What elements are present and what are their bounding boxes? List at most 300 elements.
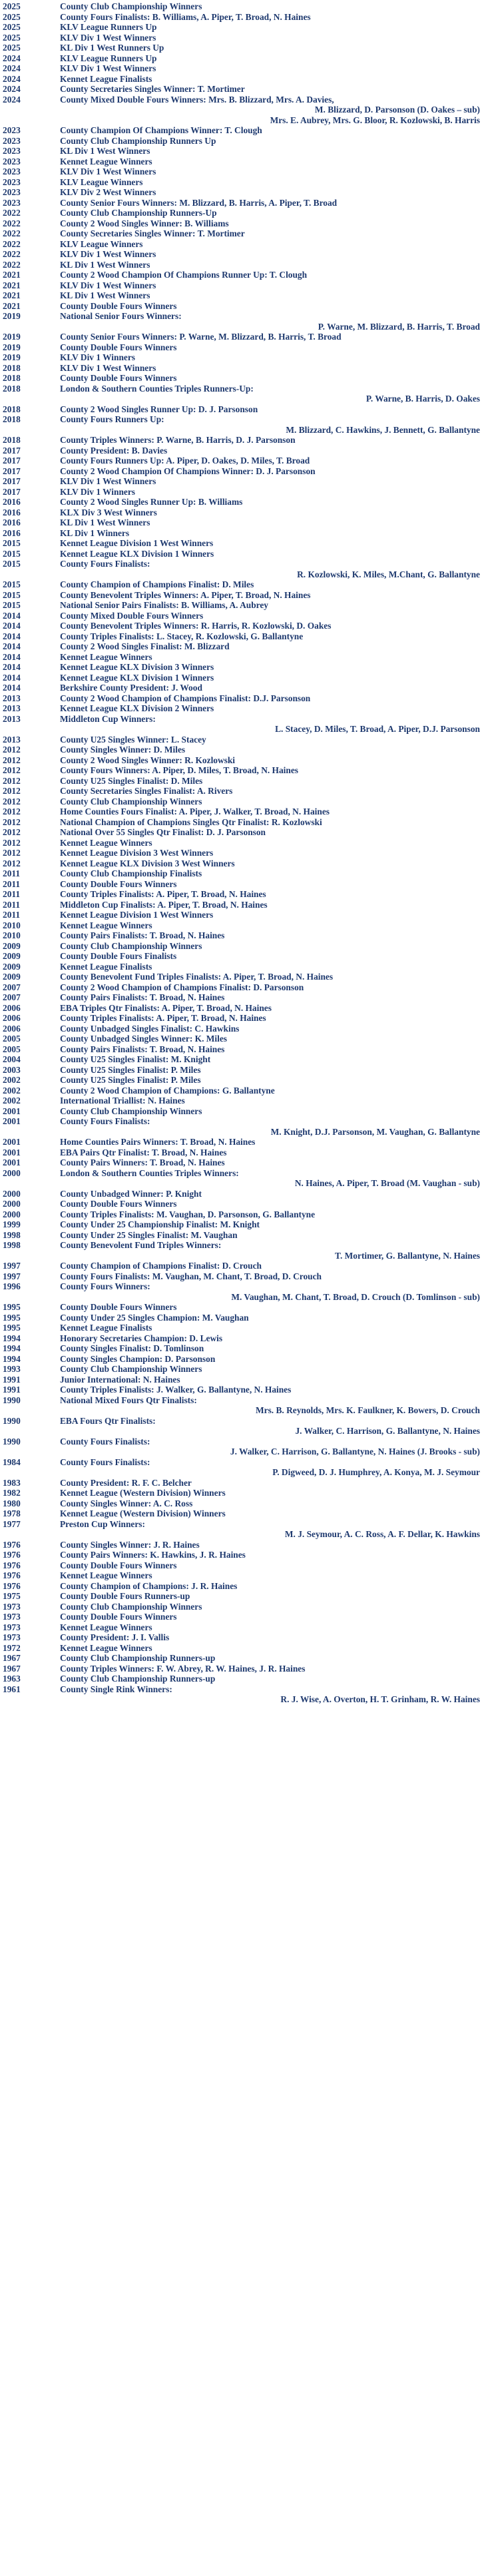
honour-row xyxy=(0,1550,484,1560)
honour-title: County Club Championship Runners-up xyxy=(60,1653,216,1663)
honour-row xyxy=(0,1323,484,1333)
honour-year: 2000 xyxy=(3,1199,21,1209)
honour-title: County Pairs Winners: K. Hawkins, J. R. Haines xyxy=(60,1550,246,1560)
honour-title: County Fours Finalists: B. Williams, A. Piper, T. Broad, N. Haines xyxy=(60,11,311,22)
honour-row xyxy=(0,466,484,477)
honour-row xyxy=(0,270,484,280)
honour-year: 2012 xyxy=(3,837,21,848)
honour-title: County Triples Finalists: M. Vaughan, D. Parsonson, G. Ballantyne xyxy=(60,1209,316,1219)
honour-row xyxy=(0,1508,484,1519)
honour-title: Berkshire County President: J. Wood xyxy=(60,683,202,693)
honour-year: 1990 xyxy=(3,1395,21,1405)
honour-title: County Singles Champion: D. Parsonson xyxy=(60,1353,216,1364)
honour-title: County Senior Fours Winners: M. Blizzard, B. Harris, A. Piper, T. Broad xyxy=(60,197,338,208)
honour-row xyxy=(0,115,484,126)
honour-row xyxy=(0,673,484,683)
honour-year: 2012 xyxy=(3,858,21,868)
honour-row xyxy=(0,187,484,198)
honour-year: 2002 xyxy=(3,1085,21,1096)
honour-year: 2019 xyxy=(3,342,21,352)
honour-year: 1990 xyxy=(3,1415,21,1426)
honour-year: 2000 xyxy=(3,1167,21,1178)
honour-title: County Fours Finalists: xyxy=(60,1456,150,1467)
honour-row xyxy=(0,33,484,43)
honour-title: International Triallist: N. Haines xyxy=(60,1096,185,1106)
honour-year: 1976 xyxy=(3,1539,21,1550)
honour-title: County Fours Finalists: xyxy=(60,1116,150,1126)
honour-year: 2013 xyxy=(3,734,21,745)
honour-row xyxy=(0,1457,484,1468)
honour-title: County Singles Winner: A. C. Ross xyxy=(60,1498,193,1508)
honour-row xyxy=(0,1189,484,1199)
honour-title: County Under 25 Championship Finalist: M. Knight xyxy=(60,1219,260,1229)
honour-row xyxy=(0,1354,484,1365)
honour-row xyxy=(0,951,484,962)
honour-year: 1995 xyxy=(3,1302,21,1312)
honour-title: County Pairs Finalists: T. Broad, N. Haines xyxy=(60,1044,225,1054)
honour-year: 2023 xyxy=(3,135,21,146)
honour-year: 2024 xyxy=(3,53,21,63)
honour-title: KLV Div 1 West Winners xyxy=(60,476,156,486)
honour-year: 2009 xyxy=(3,951,21,961)
honour-year: 2007 xyxy=(3,982,21,992)
honour-title: KLV Div 1 West Winners xyxy=(60,362,156,373)
honour-title: County Secretaries Singles Finalist: A. Rivers xyxy=(60,786,233,796)
honour-title: KL Div 1 West Winners xyxy=(60,259,150,270)
honour-year: 2006 xyxy=(3,1002,21,1013)
honour-row xyxy=(0,745,484,755)
honour-title: County Club Championship Winners xyxy=(60,940,202,951)
honour-year: 2000 xyxy=(3,1209,21,1219)
honour-year: 2018 xyxy=(3,435,21,445)
honour-year: 2006 xyxy=(3,1023,21,1034)
honour-title: Middleton Cup Winners: xyxy=(60,713,156,724)
honour-title: Middleton Cup Finalists: A. Piper, T. Broad, N. Haines xyxy=(60,899,268,910)
honour-year: 1995 xyxy=(3,1312,21,1323)
honour-row xyxy=(0,755,484,766)
honour-row xyxy=(0,1467,484,1478)
honour-year: 1995 xyxy=(3,1323,21,1333)
honour-year: 1963 xyxy=(3,1674,21,1684)
honour-title: County Under 25 Singles Champion: M. Vaughan xyxy=(60,1312,249,1323)
honour-year: 2016 xyxy=(3,517,21,527)
honour-year: 1976 xyxy=(3,1570,21,1580)
honour-row xyxy=(0,1416,484,1427)
honour-year: 2009 xyxy=(3,961,21,972)
honour-title: County Mixed Double Fours Winners xyxy=(60,610,204,621)
honour-row xyxy=(0,611,484,621)
honour-year: 1961 xyxy=(3,1684,21,1694)
honour-row xyxy=(0,1612,484,1622)
honour-year: 2012 xyxy=(3,745,21,755)
honour-row xyxy=(0,53,484,64)
honour-title: KLV Div 1 Winners xyxy=(60,486,135,497)
honour-row xyxy=(0,652,484,663)
honour-title: KL Div 1 Winners xyxy=(60,527,130,538)
honour-title: County Fours Finalists: M. Vaughan, M. Chant, T. Broad, D. Crouch xyxy=(60,1271,322,1281)
honour-row xyxy=(0,559,484,569)
honour-title: County Unbadged Winner: P. Knight xyxy=(60,1188,202,1199)
honour-row xyxy=(0,1168,484,1179)
honour-row xyxy=(0,487,484,497)
honour-title: County Fours Winners: A. Piper, D. Miles, T. Broad, N. Haines xyxy=(60,765,298,775)
honour-year: 2009 xyxy=(3,940,21,951)
honour-row xyxy=(0,363,484,374)
honour-year: 1983 xyxy=(3,1477,21,1488)
honour-row xyxy=(0,910,484,920)
honour-names: L. Stacey, D. Miles, T. Broad, A. Piper, D.J. Parsonson xyxy=(275,724,480,734)
honour-year: 2016 xyxy=(3,527,21,538)
honour-names: M. Blizzard, C. Hawkins, J. Bennett, G. Ballantyne xyxy=(286,424,480,435)
honour-title: Kennet League Winners xyxy=(60,1642,152,1653)
honour-year: 1993 xyxy=(3,1364,21,1374)
honour-row xyxy=(0,63,484,74)
honour-row xyxy=(0,683,484,693)
honour-title: County Pairs Finalists: T. Broad, N. Haines xyxy=(60,992,225,1002)
honour-year: 2004 xyxy=(3,1054,21,1064)
honour-row xyxy=(0,1096,484,1106)
honour-names: T. Mortimer, G. Ballantyne, N. Haines xyxy=(335,1250,480,1261)
honour-year: 2005 xyxy=(3,1044,21,1054)
honour-year: 1976 xyxy=(3,1560,21,1570)
honour-title: County Secretaries Singles Winner: T. Mortimer xyxy=(60,84,245,94)
honour-title: Kennet League KLX Division 3 Winners xyxy=(60,662,214,672)
honour-names: M. Knight, D.J. Parsonson, M. Vaughan, G. Ballantyne xyxy=(270,1126,480,1137)
honour-row xyxy=(0,425,484,436)
honour-title: County Triples Finalists: L. Stacey, R. Kozlowski, G. Ballantyne xyxy=(60,631,304,641)
honour-row xyxy=(0,889,484,900)
honour-names: M. J. Seymour, A. C. Ross, A. F. Dellar, K. Hawkins xyxy=(284,1529,480,1539)
honour-row xyxy=(0,105,484,115)
honour-row xyxy=(0,177,484,188)
honour-row xyxy=(0,239,484,250)
honour-year: 2021 xyxy=(3,270,21,280)
honour-year: 2012 xyxy=(3,806,21,816)
honour-title: County 2 Wood Singles Winner: B. Williams xyxy=(60,218,229,228)
honour-year: 2025 xyxy=(3,1,21,11)
honour-row xyxy=(0,569,484,580)
honour-row xyxy=(0,693,484,704)
honour-names: R. J. Wise, A. Overton, H. T. Grinham, R. W. Haines xyxy=(280,1694,480,1704)
honour-row xyxy=(0,662,484,673)
honour-names: P. Digweed, D. J. Humphrey, A. Konya, M. J. Seymour xyxy=(272,1467,480,1477)
honour-year: 1999 xyxy=(3,1219,21,1229)
honour-row xyxy=(0,1591,484,1602)
honour-year: 1973 xyxy=(3,1622,21,1632)
honour-year: 2022 xyxy=(3,228,21,238)
honour-row xyxy=(0,1044,484,1055)
honour-year: 2023 xyxy=(3,176,21,187)
honour-year: 2005 xyxy=(3,1034,21,1044)
honour-title: County U25 Singles Winner: L. Stacey xyxy=(60,734,206,745)
honour-year: 1997 xyxy=(3,1271,21,1281)
honour-title: County Champion of Champions Finalist: D. Miles xyxy=(60,579,254,589)
honour-row xyxy=(0,848,484,858)
honour-year: 1967 xyxy=(3,1663,21,1674)
honour-title: County 2 Wood Champion of Champions: G. Ballantyne xyxy=(60,1085,275,1096)
honour-row xyxy=(0,941,484,952)
honour-row xyxy=(0,1664,484,1674)
honour-names: P. Warne, B. Harris, D. Oakes xyxy=(365,394,480,404)
honour-row xyxy=(0,146,484,157)
honour-title: County Singles Finalist: D. Tomlinson xyxy=(60,1343,204,1353)
honour-year: 2001 xyxy=(3,1137,21,1147)
honour-title: KLV Div 1 West Winners xyxy=(60,249,156,259)
honour-year: 2025 xyxy=(3,32,21,43)
honour-row xyxy=(0,1147,484,1158)
honour-year: 2002 xyxy=(3,1096,21,1106)
honour-year: 2022 xyxy=(3,238,21,249)
honour-year: 1994 xyxy=(3,1353,21,1364)
honour-row xyxy=(0,641,484,652)
honour-title: County Benevolent Fund Triples Winners: xyxy=(60,1240,222,1250)
honour-year: 2015 xyxy=(3,548,21,559)
honour-row xyxy=(0,528,484,539)
honour-year: 2016 xyxy=(3,507,21,517)
honour-title: County Club Championship Winners xyxy=(60,1364,202,1374)
honour-title: County Club Championship Finalists xyxy=(60,868,202,878)
honour-title: Kennet League Finalists xyxy=(60,961,152,972)
honour-title: County Benevolent Triples Winners: R. Harris, R. Kozlowski, D. Oakes xyxy=(60,621,332,631)
honour-row xyxy=(0,342,484,353)
honour-row xyxy=(0,1519,484,1530)
honour-row xyxy=(0,838,484,848)
honour-year: 2015 xyxy=(3,589,21,600)
honour-year: 2024 xyxy=(3,73,21,84)
honour-row xyxy=(0,1,484,12)
honour-year: 2009 xyxy=(3,972,21,982)
honour-year: 2022 xyxy=(3,218,21,228)
honour-year: 2019 xyxy=(3,332,21,342)
honour-title: Kennet League Winners xyxy=(60,651,152,662)
honour-row xyxy=(0,1209,484,1220)
honour-title: Preston Cup Winners: xyxy=(60,1518,145,1529)
honour-row xyxy=(0,1437,484,1447)
honour-title: Kennet League KLX Division 3 West Winners xyxy=(60,858,235,868)
honour-title: County Singles Winner: D. Miles xyxy=(60,745,186,755)
honour-title: County Senior Fours Winners: P. Warne, M. Blizzard, B. Harris, T. Broad xyxy=(60,332,342,342)
honour-year: 2014 xyxy=(3,641,21,651)
honour-title: London & Southern Counties Triples Winners: xyxy=(60,1167,239,1178)
honour-row xyxy=(0,1560,484,1571)
honour-row xyxy=(0,404,484,415)
honour-year: 1994 xyxy=(3,1343,21,1353)
honour-row xyxy=(0,301,484,312)
honour-year: 2025 xyxy=(3,22,21,32)
honour-year: 2023 xyxy=(3,146,21,156)
honour-row xyxy=(0,414,484,425)
honour-title: County Single Rink Winners: xyxy=(60,1684,172,1694)
honour-row xyxy=(0,1240,484,1251)
honour-row xyxy=(0,714,484,725)
honour-title: County Double Fours Winners xyxy=(60,878,177,889)
honour-year: 2012 xyxy=(3,765,21,775)
honour-year: 1977 xyxy=(3,1518,21,1529)
honour-year: 2021 xyxy=(3,290,21,300)
honour-row xyxy=(0,136,484,147)
honour-year: 1975 xyxy=(3,1591,21,1601)
honour-row xyxy=(0,1529,484,1540)
honour-row xyxy=(0,1003,484,1014)
honour-title: County Benevolent Fund Triples Finalists: A. Piper, T. Broad, N. Haines xyxy=(60,972,334,982)
honour-row xyxy=(0,1292,484,1303)
honour-title: National Champion of Champions Singles Qtr Finalist: R. Kozlowski xyxy=(60,816,322,827)
honour-title: KL Div 1 West Runners Up xyxy=(60,43,164,53)
honour-row xyxy=(0,1540,484,1550)
honour-row xyxy=(0,982,484,993)
honour-title: KL Div 1 West Winners xyxy=(60,517,150,527)
honour-row xyxy=(0,920,484,931)
honour-title: Kennet League Winners xyxy=(60,1570,152,1580)
honour-row xyxy=(0,1251,484,1261)
honour-row xyxy=(0,1405,484,1416)
honour-row xyxy=(0,332,484,342)
honour-title: London & Southern Counties Triples Runners-Up: xyxy=(60,383,254,394)
honour-title: County Club Championship Runners Up xyxy=(60,135,216,146)
honour-year: 2013 xyxy=(3,693,21,703)
honour-year: 1990 xyxy=(3,1436,21,1447)
honour-year: 2025 xyxy=(3,43,21,53)
honour-year: 2023 xyxy=(3,187,21,197)
honour-title: County Mixed Double Fours Winners: Mrs. B. Blizzard, Mrs. A. Davies, xyxy=(60,94,334,105)
honour-row xyxy=(0,1488,484,1498)
honour-title: KL Div 1 West Winners xyxy=(60,290,150,300)
honour-row xyxy=(0,1013,484,1024)
honour-title: National Over 55 Singles Qtr Finalist: D. J. Parsonson xyxy=(60,827,266,837)
honour-row xyxy=(0,1106,484,1117)
honour-row xyxy=(0,1116,484,1127)
honour-row xyxy=(0,1024,484,1034)
honour-row xyxy=(0,962,484,972)
honour-year: 2021 xyxy=(3,280,21,290)
honour-title: County Club Championship Runners-up xyxy=(60,1674,216,1684)
honour-title: Kennet League Winners xyxy=(60,156,152,166)
honour-title: County President: J. I. Vallis xyxy=(60,1632,170,1642)
honour-row xyxy=(0,1385,484,1395)
honour-row xyxy=(0,549,484,559)
honour-title: County Double Fours Runners-up xyxy=(60,1591,190,1601)
honour-title: County Under 25 Singles Finalist: M. Vaughan xyxy=(60,1229,238,1240)
honour-year: 2014 xyxy=(3,610,21,621)
honour-title: County Club Championship Runners-Up xyxy=(60,208,217,218)
honour-row xyxy=(0,538,484,549)
honour-year: 2014 xyxy=(3,651,21,662)
honour-year: 2011 xyxy=(3,889,21,899)
honour-row xyxy=(0,1653,484,1664)
honour-title: KLV Div 1 West Winners xyxy=(60,63,156,73)
honour-title: EBA Triples Qtr Finalists: A. Piper, T. Broad, N. Haines xyxy=(60,1002,272,1013)
honour-row xyxy=(0,1178,484,1189)
honour-year: 2010 xyxy=(3,930,21,940)
honour-title: County Triples Finalists: J. Walker, G. Ballantyne, N. Haines xyxy=(60,1385,292,1395)
honour-row xyxy=(0,621,484,631)
honour-year: 1967 xyxy=(3,1653,21,1663)
honour-year: 2012 xyxy=(3,755,21,765)
honour-title: County 2 Wood Singles Winner: R. Kozlowski xyxy=(60,755,236,765)
honour-row xyxy=(0,786,484,797)
honour-row xyxy=(0,631,484,642)
honour-title: Kennet League Winners xyxy=(60,1622,152,1632)
honour-year: 2017 xyxy=(3,456,21,466)
honour-year: 1972 xyxy=(3,1642,21,1653)
honour-year: 2023 xyxy=(3,166,21,176)
honour-title: Kennet League Winners xyxy=(60,837,152,848)
honour-row xyxy=(0,1034,484,1044)
honour-row xyxy=(0,446,484,456)
honour-row xyxy=(0,868,484,879)
honour-title: County Double Fours Winners xyxy=(60,300,177,311)
honour-title: County Triples Finalists: A. Piper, T. Broad, N. Haines xyxy=(60,889,266,899)
honour-year: 2012 xyxy=(3,827,21,837)
honour-year: 2024 xyxy=(3,63,21,73)
honour-row xyxy=(0,1643,484,1654)
honour-year: 2001 xyxy=(3,1147,21,1157)
honour-title: County Unbadged Singles Finalist: C. Hawkins xyxy=(60,1023,240,1034)
honour-title: County 2 Wood Champion of Champions Finalist: D.J. Parsonson xyxy=(60,693,311,703)
honour-title: County 2 Wood Singles Runner Up: B. Williams xyxy=(60,497,243,507)
honour-row xyxy=(0,1219,484,1230)
honour-year: 2022 xyxy=(3,259,21,270)
honour-row xyxy=(0,579,484,590)
honour-row xyxy=(0,43,484,53)
honour-row xyxy=(0,1570,484,1581)
honour-row xyxy=(0,166,484,177)
honour-title: County Triples Finalists: A. Piper, T. Broad, N. Haines xyxy=(60,1013,266,1023)
honour-title: County President: R. F. C. Belcher xyxy=(60,1477,192,1488)
honour-row xyxy=(0,600,484,611)
honour-row xyxy=(0,280,484,291)
honour-row xyxy=(0,992,484,1003)
honour-row xyxy=(0,590,484,601)
honour-year: 2012 xyxy=(3,775,21,786)
honour-row xyxy=(0,456,484,466)
honour-title: Junior International: N. Haines xyxy=(60,1374,180,1385)
honour-row xyxy=(0,84,484,95)
honour-row xyxy=(0,1632,484,1643)
honour-year: 2022 xyxy=(3,208,21,218)
honour-year: 2024 xyxy=(3,94,21,105)
honour-year: 1982 xyxy=(3,1488,21,1498)
honour-title: Kennet League Division 3 West Winners xyxy=(60,848,214,858)
honour-row xyxy=(0,1581,484,1592)
honour-names: J. Walker, C. Harrison, G. Ballantyne, N. Haines xyxy=(295,1426,480,1436)
honour-title: County Fours Winners: xyxy=(60,1281,150,1291)
honour-year: 1976 xyxy=(3,1550,21,1560)
honour-title: Kennet League Division 1 West Winners xyxy=(60,910,214,920)
honour-row xyxy=(0,384,484,394)
honour-year: 2001 xyxy=(3,1116,21,1126)
honour-year: 1998 xyxy=(3,1229,21,1240)
honour-year: 2018 xyxy=(3,404,21,414)
honour-title: County 2 Wood Champion Of Champions Runner Up: T. Clough xyxy=(60,270,308,280)
honour-row xyxy=(0,776,484,787)
honour-title: County Double Fours Winners xyxy=(60,342,177,352)
honour-title: County Triples Winners: P. Warne, B. Harris, D. J. Parsonson xyxy=(60,435,296,445)
honour-year: 2019 xyxy=(3,352,21,362)
honour-year: 2002 xyxy=(3,1075,21,1085)
honour-title: KLV League Runners Up xyxy=(60,22,157,32)
honour-row xyxy=(0,900,484,910)
honour-title: County Club Championship Winners xyxy=(60,1601,202,1612)
honour-title: Kennet League KLX Division 1 Winners xyxy=(60,548,214,559)
honour-year: 2014 xyxy=(3,631,21,641)
honour-names: R. Kozlowski, K. Miles, M.Chant, G. Ballantyne xyxy=(297,569,480,579)
honour-row xyxy=(0,157,484,167)
honour-row xyxy=(0,373,484,384)
honour-row xyxy=(0,724,484,735)
honour-title: KLV League Runners Up xyxy=(60,53,157,63)
honour-year: 2015 xyxy=(3,559,21,569)
